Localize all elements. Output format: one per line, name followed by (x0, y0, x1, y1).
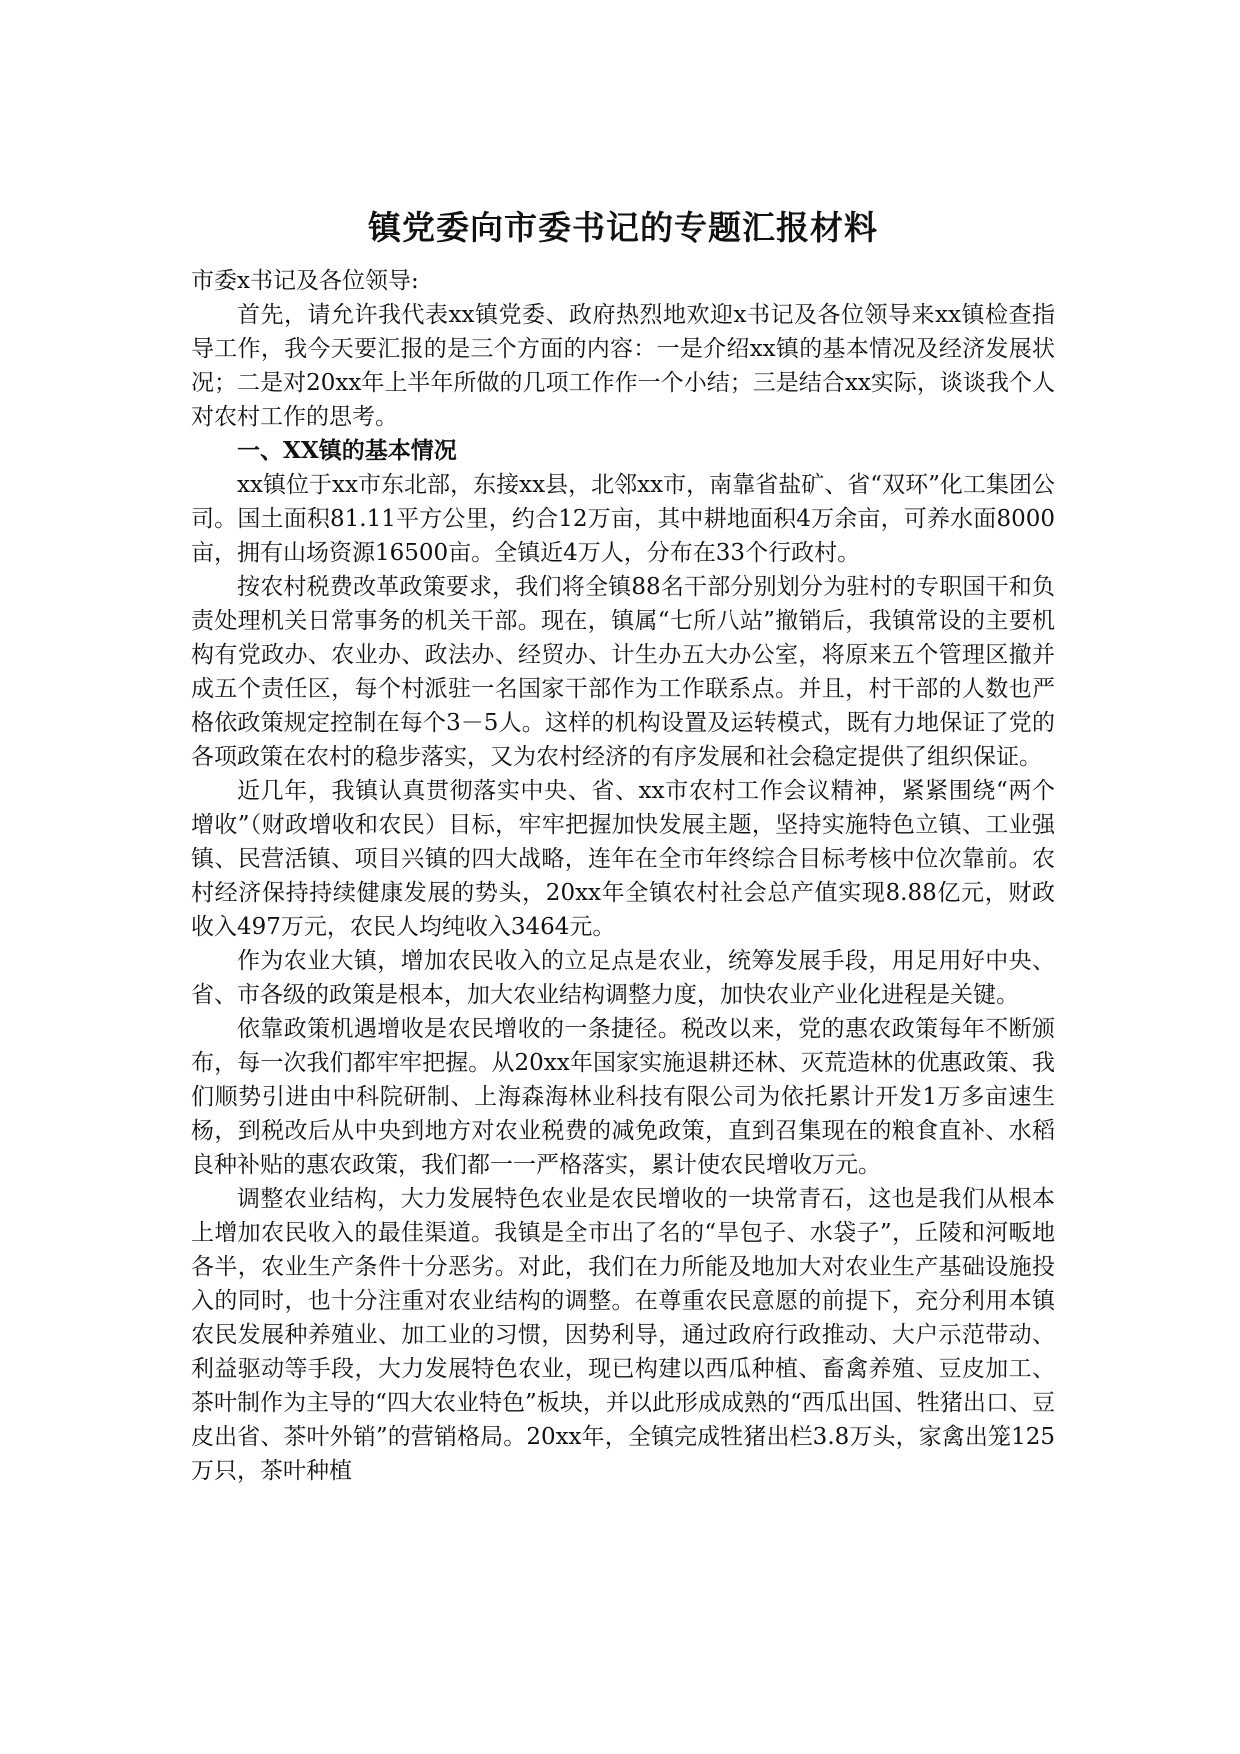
document-page (191, 206, 1055, 1488)
body-paragraph: 作为农业大镇，增加农民收入的立足点是农业，统筹发展手段，用足用好中央、省、市各级的政策是根本，加大农业结构调整力度，加快农业产业化进程是关键。 (191, 948, 1055, 1008)
salutation: 市委x书记及各位领导: (191, 268, 419, 294)
document-title: 镇党委向市委书记的专题汇报材料 (368, 208, 878, 247)
body-paragraph: 近几年，我镇认真贯彻落实中央、省、xx市农村工作会议精神，紧紧围绕“两个增收”（财政增收和农民）目标，牢牢把握加快发展主题，坚持实施特色立镇、工业强镇、民营活镇、项目兴镇的四大战略，连年在全市年终综合目标考核中位次靠前。农村经济保持持续健康发展的势头，20xx年全镇农村社会总产值实现8.88亿元，财政收入497万元，农民人均纯收入3464元。 (191, 778, 1055, 940)
intro-paragraph: 首先，请允许我代表xx镇党委、政府热烈地欢迎x书记及各位领导来xx镇检查指导工作，我今天要汇报的是三个方面的内容：一是介绍xx镇的基本情况及经济发展状况；二是对20xx年上半年所做的几项工作作一个小结；三是结合xx实际，谈谈我个人对农村工作的思考。 (191, 302, 1055, 430)
body-paragraph: xx镇位于xx市东北部，东接xx县，北邻xx市，南靠省盐矿、省“双环”化工集团公司。国土面积81.11平方公里，约合12万亩，其中耕地面积4万余亩，可养水面8000亩，拥有山场资源16500亩。全镇近4万人，分布在33个行政村。 (191, 472, 1055, 566)
body-paragraph: 按农村税费改革政策要求，我们将全镇88名干部分别划分为驻村的专职国干和负责处理机关日常事务的机关干部。现在，镇属“七所八站”撤销后，我镇常设的主要机构有党政办、农业办、政法办、经贸办、计生办五大办公室，将原来五个管理区撤并成五个责任区，每个村派驻一名国家干部作为工作联系点。并且，村干部的人数也严格依政策规定控制在每个3－5人。这样的机构设置及运转模式，既有力地保证了党的各项政策在农村的稳步落实，又为农村经济的有序发展和社会稳定提供了组织保证。 (191, 574, 1055, 770)
section-heading: 一、XX镇的基本情况 (237, 437, 457, 464)
body-paragraph: 依靠政策机遇增收是农民增收的一条捷径。税改以来，党的惠农政策每年不断颁布，每一次我们都牢牢把握。从20xx年国家实施退耕还林、灭荒造林的优惠政策、我们顺势引进由中科院研制、上海森海林业科技有限公司为依托累计开发1万多亩速生杨，到税改后从中央到地方对农业税费的减免政策，直到召集现在的粮食直补、水稻良种补贴的惠农政策，我们都一一严格落实，累计使农民增收万元。 (191, 1016, 1055, 1178)
body-paragraph: 调整农业结构，大力发展特色农业是农民增收的一块常青石，这也是我们从根本上增加农民收入的最佳渠道。我镇是全市出了名的“旱包子、水袋子”，丘陵和河畈地各半，农业生产条件十分恶劣。对此，我们在力所能及地加大对农业生产基础设施投入的同时，也十分注重对农业结构的调整。在尊重农民意愿的前提下，充分利用本镇农民发展种养殖业、加工业的习惯，因势利导，通过政府行政推动、大户示范带动、利益驱动等手段，大力发展特色农业，现已构建以西瓜种植、畜禽养殖、豆皮加工、茶叶制作为主导的“四大农业特色”板块，并以此形成成熟的“西瓜出国、牲猪出口、豆皮出省、茶叶外销”的营销格局。20xx年，全镇完成牲猪出栏3.8万头，家禽出笼125万只，茶叶种植 (191, 1186, 1055, 1484)
